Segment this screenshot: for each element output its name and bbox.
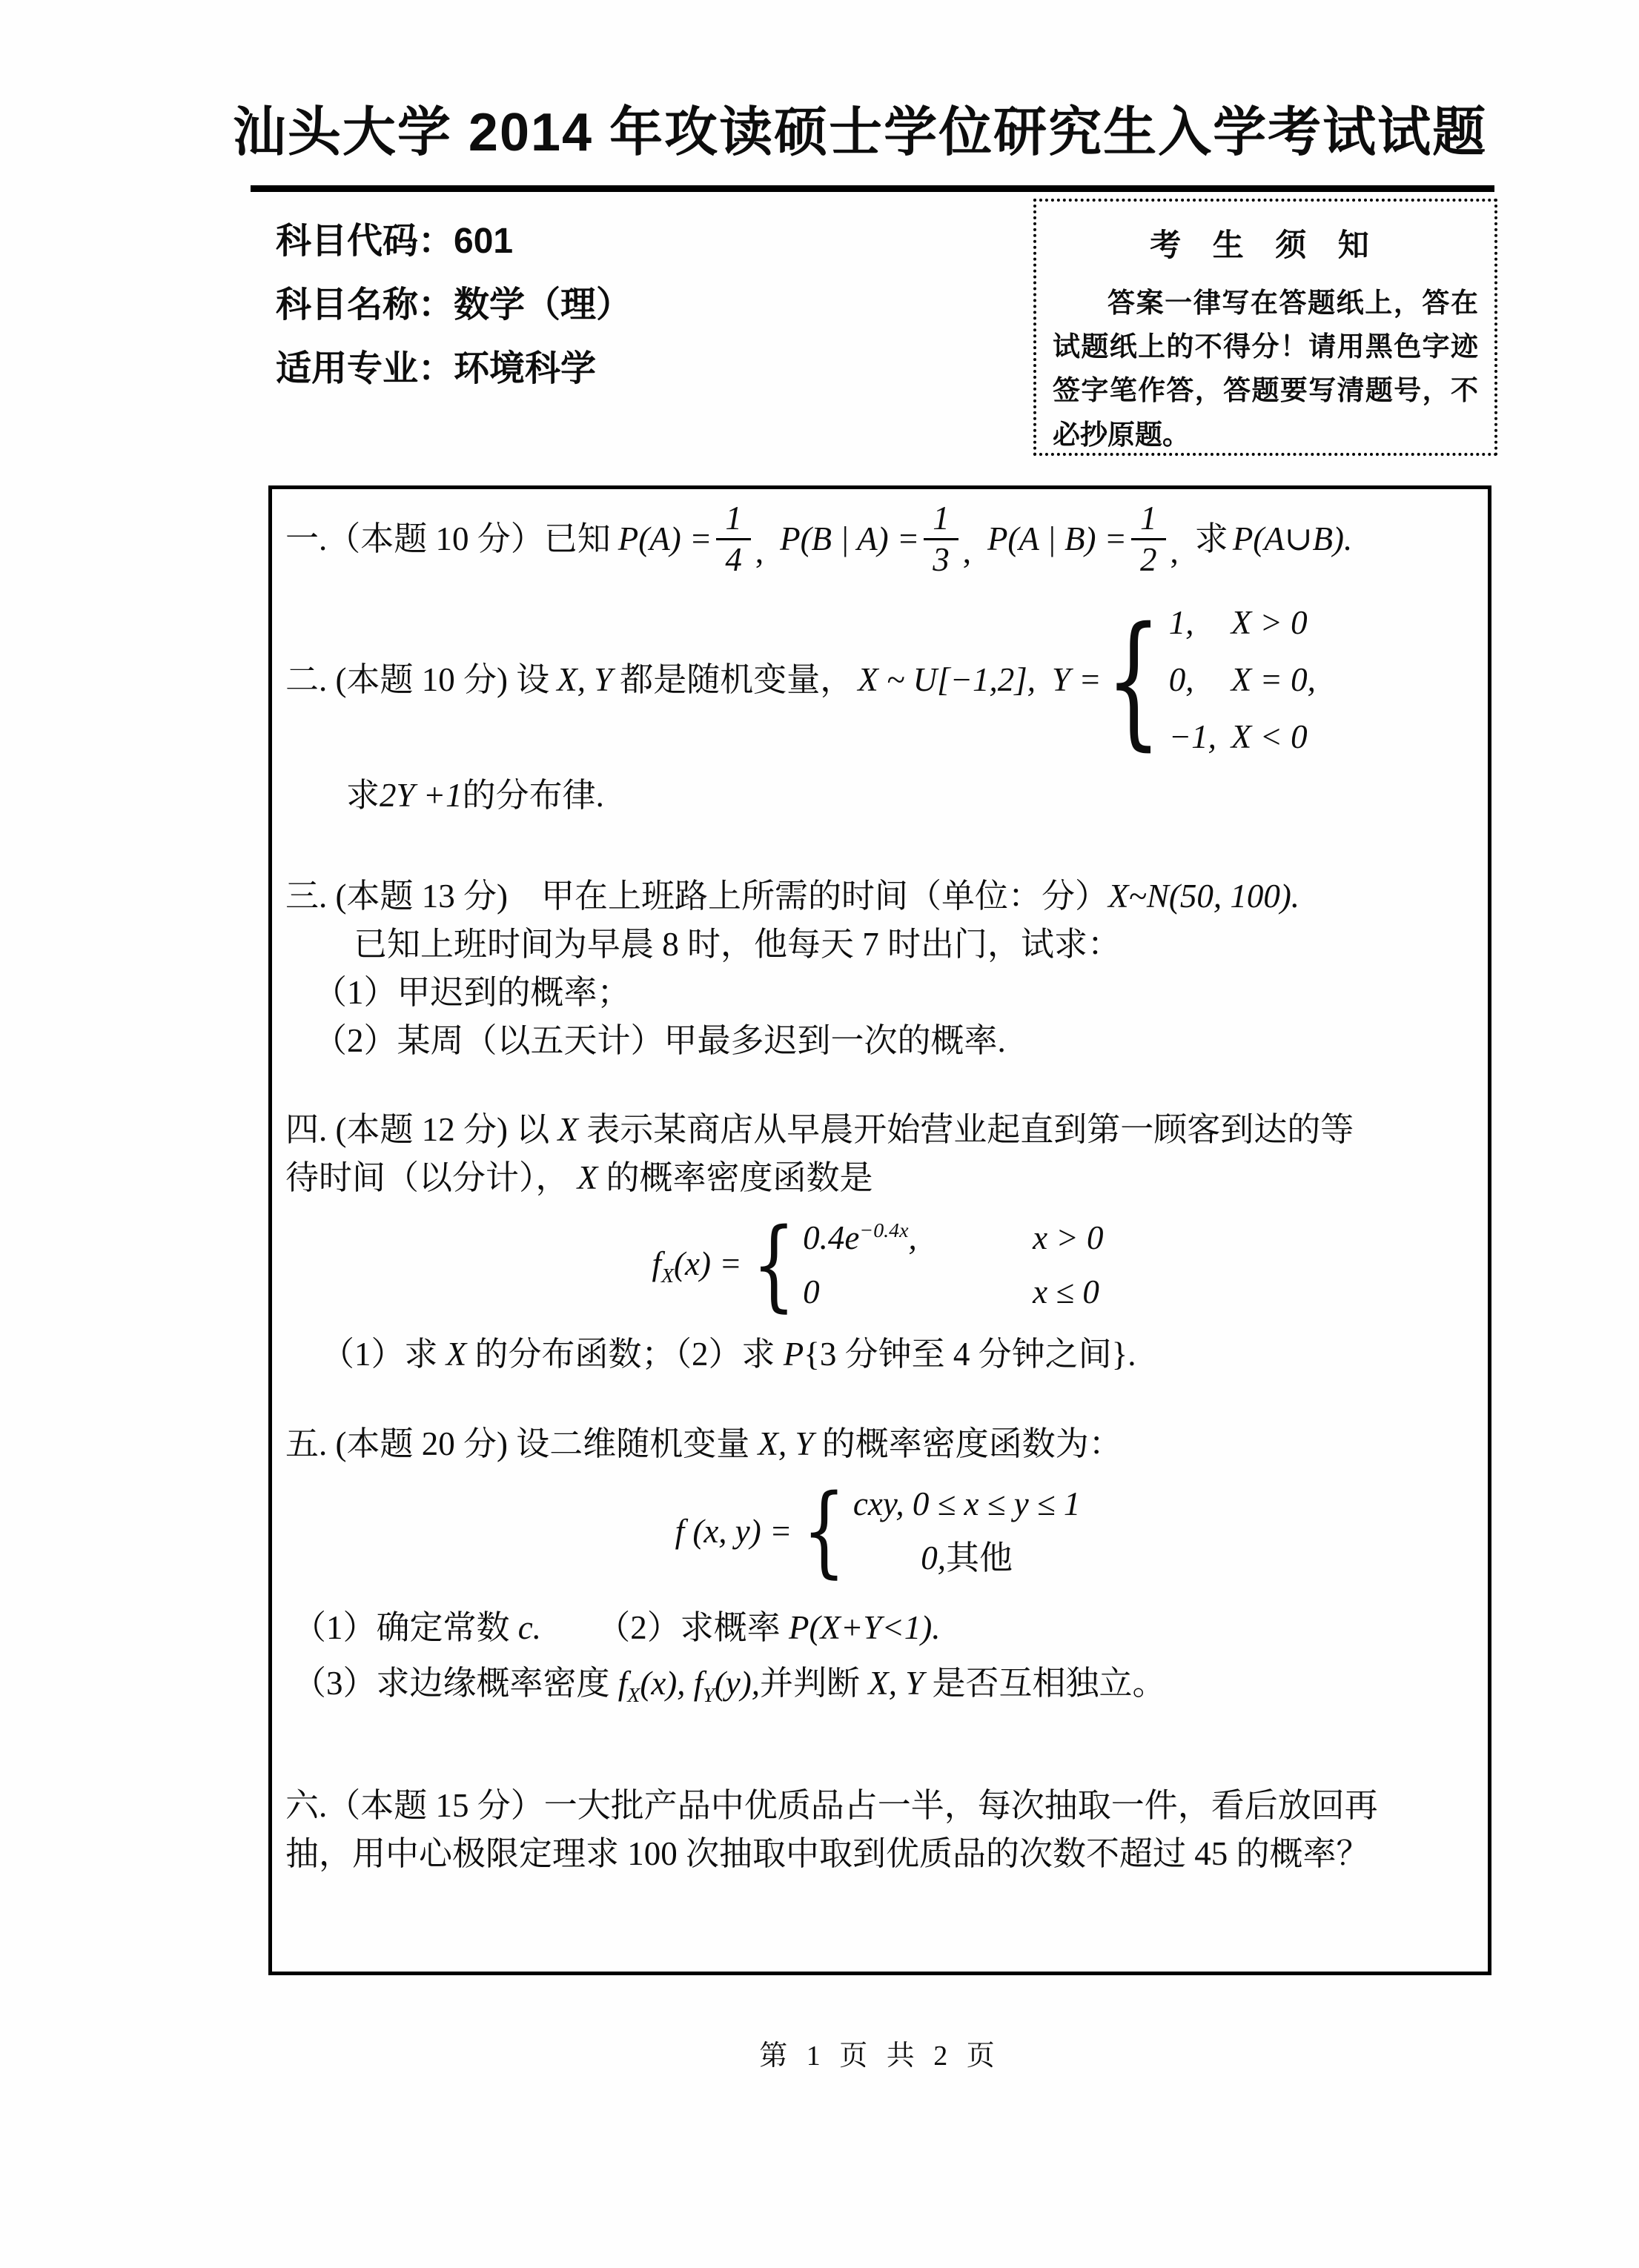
q5-constant-c: c. bbox=[517, 1608, 541, 1646]
page-number: 第 1 页 共 2 页 bbox=[759, 2040, 1001, 2072]
q4-line1-text: 表示某商店从早晨开始营业起直到第一顾客到达的等 bbox=[586, 1110, 1354, 1148]
question-4-line-2 bbox=[285, 1154, 1470, 1202]
case-condition: x ≤ 0 bbox=[1033, 1273, 1099, 1311]
case-value: 1, bbox=[1168, 603, 1194, 641]
case-row bbox=[1169, 599, 1316, 647]
q1-ask-expression: P(A∪B). bbox=[1232, 520, 1353, 558]
exam-meta bbox=[276, 222, 632, 413]
q1-ask-text: 求 bbox=[1194, 520, 1228, 558]
subject-code: 科目代码：601 bbox=[276, 222, 514, 261]
q2-uniform-distribution: X ~ U[−1,2], bbox=[858, 660, 1036, 698]
q4-lead: 四. (本题 12 分) 以 bbox=[285, 1110, 550, 1148]
question-1-lead: 一.（本题 10 分）已知 bbox=[285, 520, 611, 558]
subscript-x: X bbox=[661, 1264, 675, 1287]
comma: , bbox=[755, 533, 764, 571]
question-3-item-2: （2）某周（以五天计）甲最多迟到一次的概率. bbox=[314, 1022, 1006, 1060]
question-5-line-1 bbox=[285, 1420, 1470, 1468]
q4-line2-pre: 待时间（以分计）， bbox=[285, 1158, 569, 1196]
q4-variable-x: X bbox=[577, 1158, 598, 1196]
case-condition: 其他 bbox=[946, 1539, 1013, 1577]
fraction-numerator: 1 bbox=[716, 501, 751, 540]
question-4-items bbox=[321, 1330, 1470, 1379]
question-2-ask bbox=[346, 772, 1470, 820]
coefficient: 0.4e bbox=[803, 1219, 860, 1256]
case-condition: X > 0 bbox=[1231, 603, 1308, 641]
case-value: 0, bbox=[1168, 660, 1194, 698]
fraction-denominator: 4 bbox=[725, 541, 742, 579]
q4-item-1-pre: （1）求 bbox=[321, 1335, 438, 1373]
fraction-1-3 bbox=[924, 501, 958, 578]
subscript-y: Y bbox=[703, 1683, 715, 1707]
q2-variables: X, Y bbox=[557, 660, 613, 698]
question-5 bbox=[285, 1420, 1470, 1711]
q2-ask-expression: 2Y +1 bbox=[380, 777, 463, 815]
question-3 bbox=[285, 872, 1470, 1066]
q4-item-tail: {3 分钟至 4 分钟之间}. bbox=[804, 1335, 1136, 1373]
applicable-major: 适用专业：环境科学 bbox=[276, 348, 597, 388]
question-5-items-1-2 bbox=[293, 1604, 1470, 1652]
notice-title: 考 生 须 知 bbox=[1150, 229, 1381, 263]
q4-probability-symbol: P bbox=[783, 1335, 804, 1373]
cases-rows bbox=[1169, 599, 1316, 762]
title-divider bbox=[251, 185, 1494, 192]
question-5-item-3 bbox=[293, 1659, 1470, 1711]
function-args: (x) = bbox=[674, 1244, 742, 1282]
q4-item-mid: 的分布函数；（2）求 bbox=[474, 1335, 775, 1373]
q5-item-3-pre: （3）求边缘概率密度 bbox=[293, 1664, 610, 1702]
q5-variables: X, Y bbox=[758, 1425, 814, 1462]
q4-variable-x: X bbox=[446, 1335, 467, 1373]
q5-joint-density-formula: f (x, y) = { cxy, 0 ≤ x ≤ y ≤ 1 0,其他 bbox=[675, 1473, 1081, 1589]
case-row bbox=[803, 1214, 1103, 1262]
question-2-lead: 二. (本题 10 分) 设 bbox=[285, 660, 550, 698]
question-2 bbox=[285, 595, 1470, 765]
q4-density-formula: $f_X(x)$ = { $0.4e^{-0.4x}$, x > 0 0 x ≤ 0 bbox=[652, 1207, 1104, 1323]
q5-formula-rows bbox=[853, 1480, 1080, 1583]
q5-marginal-fx bbox=[617, 1664, 686, 1707]
page-title: 汕头大学 2014 年攻读硕士学位研究生入学考试试题 bbox=[232, 103, 1488, 162]
function-symbol: f bbox=[617, 1664, 628, 1702]
case-value: 0, bbox=[921, 1539, 947, 1577]
case-row bbox=[1169, 656, 1316, 704]
questions-box bbox=[268, 485, 1491, 1975]
q5-item-3-mid: 并判断 bbox=[760, 1664, 861, 1702]
fraction-denominator: 3 bbox=[933, 541, 950, 579]
case-row: cxy, 0 ≤ x ≤ y ≤ 1 bbox=[852, 1485, 1081, 1522]
comma: , bbox=[1170, 533, 1179, 571]
question-4 bbox=[285, 1106, 1470, 1379]
q2-ask-post: 的分布律. bbox=[462, 777, 604, 815]
q1-prob-a: P(A) = bbox=[617, 520, 712, 558]
case-condition: x > 0 bbox=[1033, 1219, 1104, 1256]
q2-y-definition: Y = bbox=[1052, 660, 1102, 698]
q1-prob-b-given-a: P(B | A) = bbox=[780, 520, 920, 558]
q2-ask-pre: 求 bbox=[346, 777, 380, 815]
fraction-1-4 bbox=[716, 501, 751, 578]
comma: , bbox=[962, 533, 971, 571]
question-6 bbox=[285, 1782, 1470, 1879]
q5-marginal-fy bbox=[693, 1664, 761, 1707]
case-condition: X = 0, bbox=[1231, 660, 1316, 698]
question-3-item-1: （1）甲迟到的概率； bbox=[314, 974, 631, 1011]
q4-formula-lhs bbox=[652, 1240, 741, 1291]
case-expression: 0 bbox=[803, 1273, 820, 1311]
q4-line2-post: 的概率密度函数是 bbox=[606, 1158, 873, 1196]
candidate-notice-box bbox=[1033, 199, 1497, 456]
fraction-denominator: 2 bbox=[1140, 541, 1157, 579]
q3-normal-distribution: X~N(50, 100). bbox=[1107, 877, 1300, 915]
q5-item-1-pre: （1）确定常数 bbox=[293, 1608, 510, 1646]
case-row bbox=[803, 1268, 1103, 1316]
question-6-line-2: 抽，用中心极限定理求 100 次抽取中取到优质品的次数不超过 45 的概率？ bbox=[285, 1835, 1370, 1873]
q2-piecewise-cases: { 1, X > 0 0, X = 0, −1, X < 0 bbox=[1105, 595, 1316, 765]
q4-formula-rows bbox=[803, 1214, 1103, 1317]
exponent: −0.4x bbox=[859, 1219, 909, 1242]
notice-body: 答案一律写在答题纸上，答在试题纸上的不得分！请用黑色字迹签字笔作答，答题要写清题号，不必抄原题。 bbox=[1053, 288, 1478, 451]
question-4-line-1 bbox=[285, 1106, 1470, 1154]
q5-variables: X, Y bbox=[868, 1664, 924, 1702]
case-condition: X < 0 bbox=[1231, 718, 1308, 755]
question-3-line-2: 已知上班时间为早晨 8 时，他每天 7 时出门，试求： bbox=[354, 925, 1122, 963]
q3-lead: 三. (本题 13 分) 甲在上班路上所需的时间（单位：分） bbox=[285, 877, 1108, 915]
q4-variable-x: X bbox=[557, 1110, 578, 1148]
function-args: (y), bbox=[714, 1664, 761, 1702]
fraction-numerator: 1 bbox=[924, 501, 958, 540]
fraction-1-2 bbox=[1131, 501, 1166, 578]
fraction-numerator: 1 bbox=[1131, 501, 1166, 540]
q5-item-2-pre: （2）求概率 bbox=[597, 1608, 781, 1646]
q5-line1-post: 的概率密度函数为： bbox=[821, 1425, 1122, 1462]
case-row bbox=[1169, 713, 1316, 761]
case-expression bbox=[803, 1214, 1033, 1262]
function-args: (x), bbox=[640, 1664, 686, 1702]
question-6-line-1: 六.（本题 15 分）一大批产品中优质品占一半，每次抽取一件，看后放回再 bbox=[285, 1787, 1378, 1825]
subject-name: 科目名称：数学（理） bbox=[276, 285, 632, 325]
q5-lead: 五. (本题 20 分) 设二维随机变量 bbox=[285, 1425, 750, 1462]
q5-formula-lhs: f (x, y) = bbox=[675, 1512, 792, 1550]
subscript-x: X bbox=[627, 1683, 640, 1707]
case-row bbox=[853, 1534, 1080, 1582]
q2-mid-text: 都是随机变量， bbox=[620, 660, 854, 698]
question-1 bbox=[285, 501, 1470, 578]
function-symbol: f bbox=[652, 1244, 661, 1282]
q1-prob-a-given-b: P(A | B) = bbox=[987, 520, 1128, 558]
function-symbol: f bbox=[693, 1664, 703, 1702]
case-value: −1, bbox=[1168, 718, 1216, 755]
question-3-line-1 bbox=[285, 872, 1470, 921]
q5-probability-expression: P(X+Y<1). bbox=[789, 1608, 941, 1646]
q5-item-3-post: 是否互相独立。 bbox=[932, 1664, 1166, 1702]
comma: , bbox=[908, 1219, 917, 1256]
